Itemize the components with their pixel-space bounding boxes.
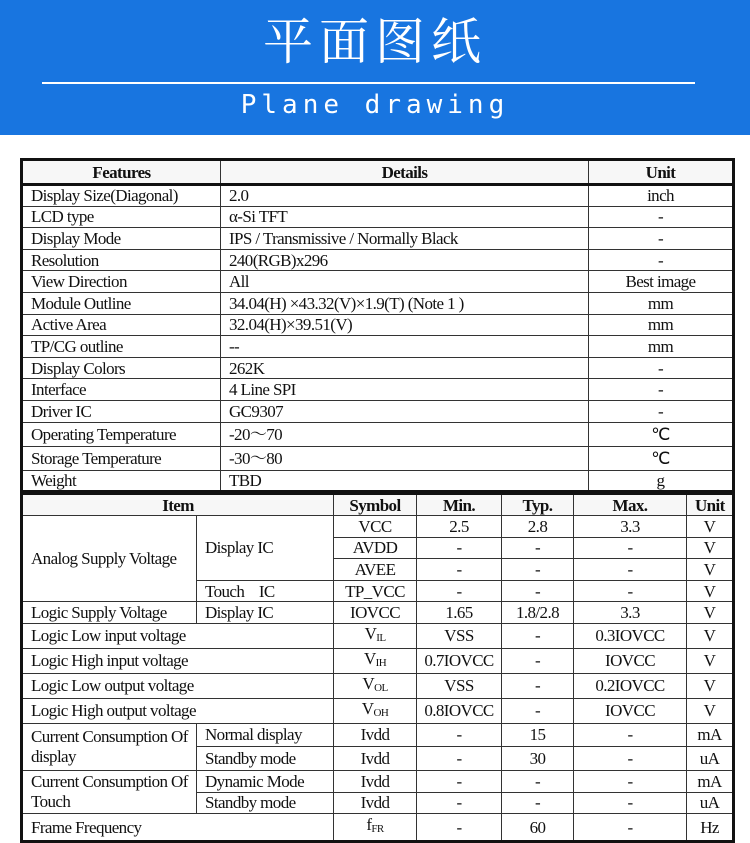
- feature-detail: 262K: [221, 357, 589, 379]
- max-cell: 0.2IOVCC: [574, 673, 687, 698]
- table-header-row: [22, 160, 734, 185]
- unit-cell: V: [687, 602, 734, 624]
- subitem-cell: Display IC: [197, 516, 334, 581]
- min-cell: 2.5: [417, 516, 502, 538]
- symbol-cell: [334, 673, 417, 698]
- table-row: [22, 698, 734, 723]
- feature-unit: Best image: [589, 271, 734, 293]
- feature-unit: inch: [589, 185, 734, 207]
- symbol-text: VCC: [358, 516, 392, 536]
- symbol-cell: [334, 623, 417, 648]
- header-banner: [0, 0, 750, 135]
- features-table: [20, 158, 735, 493]
- feature-name: Display Size(Diagonal): [22, 185, 221, 207]
- feature-unit: mm: [589, 336, 734, 358]
- max-cell: 3.3: [574, 516, 687, 538]
- feature-unit: ℃: [589, 422, 734, 446]
- symbol-cell: [334, 580, 417, 602]
- feature-detail: 2.0: [221, 185, 589, 207]
- feature-detail: -30～80: [221, 446, 589, 470]
- table-row: [22, 185, 734, 207]
- symbol-subscript: OH: [373, 706, 389, 719]
- symbol-cell: [334, 698, 417, 723]
- subitem-cell: Dynamic Mode: [197, 770, 334, 792]
- symbol-cell: [334, 648, 417, 673]
- feature-detail: GC9307: [221, 400, 589, 422]
- table-row: [22, 602, 734, 624]
- max-cell: 0.3IOVCC: [574, 623, 687, 648]
- symbol-subscript: OL: [374, 681, 388, 694]
- item-cell: Current Consumption Of display: [22, 723, 197, 770]
- unit-cell: uA: [687, 746, 734, 770]
- symbol-subscript: IH: [375, 656, 387, 669]
- table-row: [22, 314, 734, 336]
- table-row: [22, 470, 734, 492]
- typ-cell: -: [502, 623, 574, 648]
- item-cell: Logic Low output voltage: [22, 673, 334, 698]
- feature-unit: mm: [589, 314, 734, 336]
- min-cell: -: [417, 814, 502, 842]
- feature-unit: -: [589, 379, 734, 401]
- max-cell: IOVCC: [574, 648, 687, 673]
- item-cell: Current Consumption Of Touch: [22, 770, 197, 813]
- table-row: [22, 814, 734, 842]
- max-cell: -: [574, 770, 687, 792]
- table-row: [22, 648, 734, 673]
- item-cell: Frame Frequency: [22, 814, 334, 842]
- unit-cell: mA: [687, 770, 734, 792]
- max-cell: -: [574, 814, 687, 842]
- subitem-cell: Touch IC: [197, 580, 334, 602]
- table-row: [22, 446, 734, 470]
- feature-detail: --: [221, 336, 589, 358]
- unit-cell: Hz: [687, 814, 734, 842]
- symbol-text: AVDD: [352, 538, 398, 558]
- item-cell: Logic Low input voltage: [22, 623, 334, 648]
- symbol-text: IOVCC: [350, 603, 400, 623]
- symbol-cell: [334, 602, 417, 624]
- typ-cell: -: [502, 698, 574, 723]
- feature-detail: 4 Line SPI: [221, 379, 589, 401]
- unit-cell: mA: [687, 723, 734, 746]
- min-cell: -: [417, 792, 502, 814]
- unit-cell: V: [687, 648, 734, 673]
- table-row: [22, 516, 734, 538]
- feature-name: Resolution: [22, 249, 221, 271]
- unit-cell: V: [687, 698, 734, 723]
- unit-cell: V: [687, 673, 734, 698]
- min-cell: -: [417, 770, 502, 792]
- table-row: [22, 673, 734, 698]
- column-header: Unit: [687, 494, 734, 516]
- symbol-text: Ivdd: [360, 793, 390, 813]
- item-cell: Analog Supply Voltage: [22, 516, 197, 602]
- feature-unit: ℃: [589, 446, 734, 470]
- max-cell: -: [574, 746, 687, 770]
- table-row: [22, 770, 734, 792]
- max-cell: -: [574, 537, 687, 559]
- electrical-table: [20, 492, 735, 843]
- column-header: Details: [221, 160, 589, 185]
- symbol-text: V: [363, 648, 376, 668]
- feature-name: Module Outline: [22, 292, 221, 314]
- column-header: Item: [22, 494, 334, 516]
- typ-cell: 60: [502, 814, 574, 842]
- typ-cell: -: [502, 792, 574, 814]
- typ-cell: 30: [502, 746, 574, 770]
- table-row: [22, 379, 734, 401]
- feature-detail: 32.04(H)×39.51(V): [221, 314, 589, 336]
- item-cell: Logic High output voltage: [22, 698, 334, 723]
- page-subtitle: Plane drawing: [240, 90, 510, 120]
- feature-unit: -: [589, 357, 734, 379]
- feature-unit: -: [589, 228, 734, 250]
- typ-cell: 1.8/2.8: [502, 602, 574, 624]
- feature-unit: mm: [589, 292, 734, 314]
- typ-cell: 2.8: [502, 516, 574, 538]
- symbol-text: TP_VCC: [345, 581, 405, 601]
- typ-cell: -: [502, 559, 574, 581]
- min-cell: -: [417, 537, 502, 559]
- typ-cell: -: [502, 580, 574, 602]
- feature-detail: 240(RGB)x296: [221, 249, 589, 271]
- feature-unit: -: [589, 249, 734, 271]
- item-cell: Logic Supply Voltage: [22, 602, 197, 624]
- column-header: Min.: [417, 494, 502, 516]
- symbol-cell: [334, 516, 417, 538]
- table-row: [22, 228, 734, 250]
- typ-cell: -: [502, 648, 574, 673]
- symbol-text: AVEE: [354, 559, 396, 579]
- symbol-cell: [334, 814, 417, 842]
- item-cell: Logic High input voltage: [22, 648, 334, 673]
- feature-unit: -: [589, 206, 734, 228]
- subitem-cell: Standby mode: [197, 746, 334, 770]
- feature-name: LCD type: [22, 206, 221, 228]
- feature-detail: 34.04(H) ×43.32(V)×1.9(T) (Note 1 ): [221, 292, 589, 314]
- unit-cell: V: [687, 580, 734, 602]
- feature-name: Driver IC: [22, 400, 221, 422]
- symbol-text: V: [361, 698, 374, 718]
- column-header: Unit: [589, 160, 734, 185]
- symbol-cell: [334, 746, 417, 770]
- feature-detail: α-Si TFT: [221, 206, 589, 228]
- feature-unit: g: [589, 470, 734, 492]
- feature-name: Operating Temperature: [22, 422, 221, 446]
- feature-name: Active Area: [22, 314, 221, 336]
- unit-cell: V: [687, 537, 734, 559]
- min-cell: VSS: [417, 623, 502, 648]
- symbol-text: V: [364, 623, 377, 643]
- min-cell: 0.7IOVCC: [417, 648, 502, 673]
- max-cell: IOVCC: [574, 698, 687, 723]
- feature-detail: TBD: [221, 470, 589, 492]
- unit-cell: uA: [687, 792, 734, 814]
- symbol-text: Ivdd: [360, 725, 390, 745]
- column-header: Features: [22, 160, 221, 185]
- symbol-text: V: [362, 673, 375, 693]
- max-cell: 3.3: [574, 602, 687, 624]
- feature-name: Display Colors: [22, 357, 221, 379]
- unit-cell: V: [687, 516, 734, 538]
- symbol-subscript: FR: [371, 823, 384, 836]
- max-cell: -: [574, 580, 687, 602]
- column-header: Typ.: [502, 494, 574, 516]
- typ-cell: 15: [502, 723, 574, 746]
- max-cell: -: [574, 723, 687, 746]
- table-row: [22, 336, 734, 358]
- symbol-text: Ivdd: [360, 748, 390, 768]
- symbol-cell: [334, 770, 417, 792]
- min-cell: -: [417, 746, 502, 770]
- table-row: [22, 422, 734, 446]
- symbol-text: f: [366, 815, 372, 835]
- table-row: [22, 723, 734, 746]
- min-cell: -: [417, 559, 502, 581]
- symbol-cell: [334, 537, 417, 559]
- feature-name: View Direction: [22, 271, 221, 293]
- unit-cell: V: [687, 559, 734, 581]
- symbol-cell: [334, 559, 417, 581]
- symbol-subscript: IL: [376, 631, 386, 644]
- symbol-cell: [334, 792, 417, 814]
- min-cell: 0.8IOVCC: [417, 698, 502, 723]
- max-cell: -: [574, 792, 687, 814]
- feature-name: TP/CG outline: [22, 336, 221, 358]
- feature-name: Interface: [22, 379, 221, 401]
- subitem-cell: Normal display: [197, 723, 334, 746]
- feature-detail: All: [221, 271, 589, 293]
- table-row: [22, 400, 734, 422]
- feature-name: Storage Temperature: [22, 446, 221, 470]
- typ-cell: -: [502, 770, 574, 792]
- feature-name: Weight: [22, 470, 221, 492]
- table-row: [22, 206, 734, 228]
- table-row: [22, 623, 734, 648]
- column-header: Max.: [574, 494, 687, 516]
- subitem-cell: Display IC: [197, 602, 334, 624]
- feature-name: Display Mode: [22, 228, 221, 250]
- min-cell: 1.65: [417, 602, 502, 624]
- page-title: 平面图纸: [263, 13, 487, 71]
- min-cell: VSS: [417, 673, 502, 698]
- min-cell: -: [417, 723, 502, 746]
- table-row: [22, 357, 734, 379]
- feature-unit: -: [589, 400, 734, 422]
- column-header: Symbol: [334, 494, 417, 516]
- symbol-cell: [334, 723, 417, 746]
- feature-detail: -20～70: [221, 422, 589, 446]
- table-header-row: [22, 494, 734, 516]
- typ-cell: -: [502, 673, 574, 698]
- table-row: [22, 292, 734, 314]
- min-cell: -: [417, 580, 502, 602]
- typ-cell: -: [502, 537, 574, 559]
- subitem-cell: Standby mode: [197, 792, 334, 814]
- table-row: [22, 249, 734, 271]
- symbol-text: Ivdd: [360, 771, 390, 791]
- feature-detail: IPS / Transmissive / Normally Black: [221, 228, 589, 250]
- divider: [42, 82, 695, 84]
- unit-cell: V: [687, 623, 734, 648]
- max-cell: -: [574, 559, 687, 581]
- table-row: [22, 271, 734, 293]
